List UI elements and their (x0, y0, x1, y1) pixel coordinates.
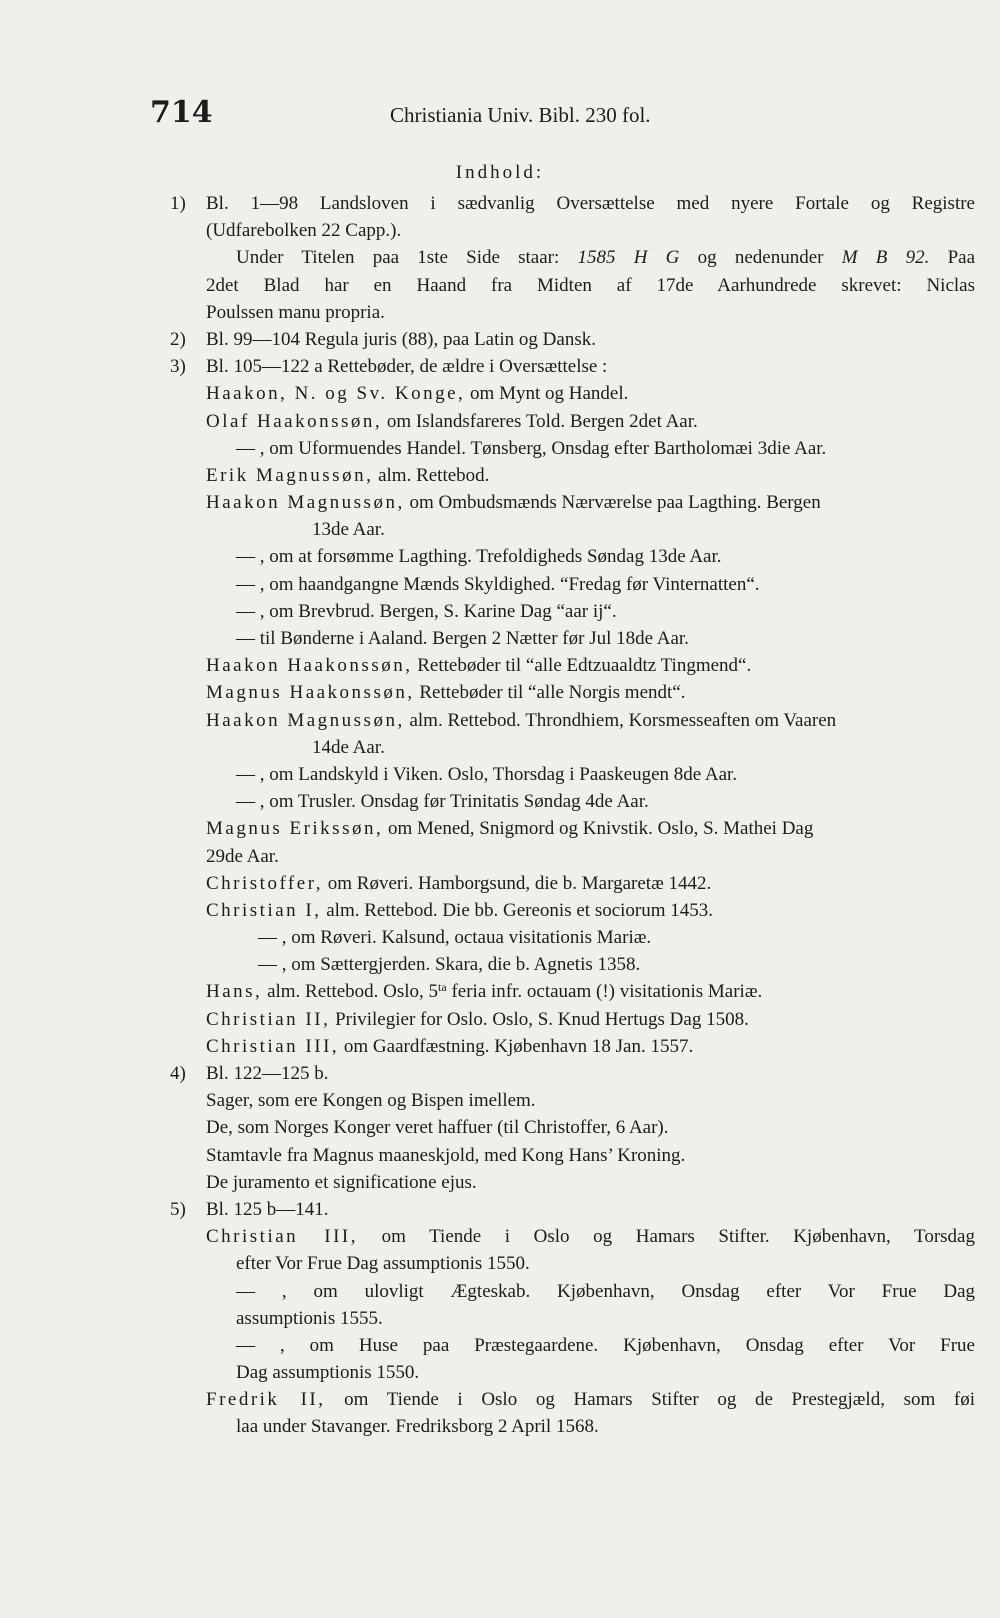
ruler-name: Haakon Haakonssøn, (206, 655, 413, 677)
entry-text: alm. Rettebod. Throndhiem, Korsmesseaften om Vaaren (404, 709, 837, 731)
s4-number: 4) (170, 1063, 186, 1084)
s1-text-1: Bl. 1—98 Landsloven i sædvanlig Oversættelse med nyere Fortale og Registre (206, 193, 975, 214)
entry-text: 14de Aar. (312, 736, 385, 758)
entry-text: 13de Aar. (312, 519, 385, 541)
entry-text: om Tiende i Oslo og Hamars Stifter og de Prestegjæld, som føi (325, 1389, 975, 1411)
s1-text-3e: Paa (929, 247, 975, 269)
s5-entry-3 (170, 1332, 975, 1359)
s4-line-1 (170, 1060, 975, 1087)
entry-text: laa under Stavanger. Fredriksborg 2 April 1568. (236, 1416, 599, 1438)
s1-line-4 (170, 272, 975, 299)
entry-text: assumptionis 1555. (236, 1307, 383, 1329)
ruler-name: Haakon Magnussøn, (206, 709, 405, 731)
page-header (150, 95, 950, 135)
entry-text: 29de Aar. (206, 845, 279, 867)
s3-line-1 (170, 353, 975, 380)
s3-entry-13 (170, 761, 975, 788)
entry-text: Rettebøder til “alle Norgis mendt“. (414, 682, 686, 704)
entry-text: — til Bønderne i Aaland. Bergen 2 Nætter før Jul 18de Aar. (236, 628, 689, 649)
s5-entry-1 (170, 1223, 975, 1250)
s1-text-2: (Udfarebolken 22 Capp.). (206, 220, 402, 242)
s3-entry-3 (170, 435, 975, 462)
ruler-name: Hans, (206, 981, 263, 1003)
s1-text-5: Poulssen manu propria. (206, 301, 385, 323)
entry-text: efter Vor Frue Dag assumptionis 1550. (236, 1253, 530, 1275)
s1-text-3b: 1585 H G (577, 247, 680, 269)
ruler-name: Christoffer, (206, 872, 324, 894)
s3-entry-16 (170, 870, 975, 897)
s2-text-1: Bl. 99—104 Regula juris (88), paa Latin og Dansk. (206, 328, 596, 350)
s1-line-3 (170, 244, 975, 271)
s5-text-1: Bl. 125 b—141. (206, 1198, 329, 1220)
s1-text-4: 2det Blad har en Haand fra Midten af 17de Aarhundrede skrevet: Niclas (206, 274, 975, 296)
entry-text: Rettebøder til “alle Edtzuaaldtz Tingmend“. (412, 655, 752, 677)
entry-text: alm. Rettebod. Die bb. Gereonis et sociorum 1453. (321, 899, 714, 921)
ruler-name: Haakon Magnussøn, (206, 492, 405, 514)
entry-text: — , om Sættergjerden. Skara, die b. Agnetis 1358. (258, 954, 641, 976)
contents-body (170, 190, 975, 1441)
s3-entry-10 (170, 652, 975, 679)
entry-text: — , om ulovligt Ægteskab. Kjøbenhavn, Onsdag efter Vor Frue Dag (236, 1280, 975, 1302)
entry-text: om Islandsfareres Told. Bergen 2det Aar. (382, 410, 698, 432)
s3-entry-5 (170, 489, 975, 516)
s3-entry-1 (170, 380, 975, 407)
s3-entry-20 (170, 978, 975, 1005)
s2-number: 2) (170, 328, 186, 350)
s5-entry-2 (170, 1278, 975, 1305)
s1-text-3d: M B 92. (841, 247, 930, 269)
s4-text-5: De juramento et significatione ejus. (206, 1171, 477, 1193)
ruler-name: Fredrik II, (206, 1389, 326, 1411)
ruler-name: Olaf Haakonssøn, (206, 410, 383, 432)
entry-text: om Gaardfæstning. Kjøbenhavn 18 Jan. 1557. (339, 1035, 694, 1057)
s5-entry-2-cont (170, 1305, 975, 1332)
entry-text: om Ombudsmænds Nærværelse paa Lagthing. Bergen (404, 492, 821, 514)
ruler-name: Christian I, (206, 899, 322, 921)
entry-text: alm. Rettebod. Oslo, 5 (262, 981, 439, 1003)
s4-text-4: Stamtavle fra Magnus maaneskjold, med Kong Hans’ Kroning. (206, 1144, 686, 1166)
s3-entry-15 (170, 815, 975, 842)
entry-text: — , om haandgangne Mænds Skyldighed. “Fredag før Vinternatten“. (236, 573, 760, 595)
s1-line-2 (170, 217, 975, 244)
s4-line-4 (170, 1142, 975, 1169)
s2-line-1 (170, 326, 975, 353)
s4-line-2 (170, 1087, 975, 1114)
s3-entry-19 (170, 951, 975, 978)
entry-text: — , om Landskyld i Viken. Oslo, Thorsdag i Paaskeugen 8de Aar. (236, 763, 738, 785)
s3-entry-12-cont (170, 734, 975, 761)
entry-text: alm. Rettebod. (373, 464, 490, 486)
ruler-name: Christian III, (206, 1226, 358, 1248)
entry-text: — , om Uformuendes Handel. Tønsberg, Onsdag efter Bartholomæi 3die Aar. (236, 437, 827, 459)
entry-text: — , om Røveri. Kalsund, octaua visitationis Mariæ. (258, 927, 652, 949)
s1-text-3c: og nedenunder (679, 247, 842, 269)
entry-text: feria infr. octauam (!) visitationis Mariæ. (446, 981, 763, 1003)
superscript: ta (438, 980, 447, 995)
s1-text-3a: Under Titelen paa 1ste Side staar: (236, 247, 578, 269)
entry-text: Privilegier for Oslo. Oslo, S. Knud Hertugs Dag 1508. (330, 1008, 749, 1030)
s3-entry-6 (170, 543, 975, 570)
s3-entry-15-cont (170, 843, 975, 870)
s3-entry-22 (170, 1033, 975, 1060)
s4-text-1: Bl. 122—125 b. (206, 1063, 329, 1084)
entry-text: — , om at forsømme Lagthing. Trefoldigheds Søndag 13de Aar. (236, 546, 722, 568)
s3-entry-4 (170, 462, 975, 489)
s4-text-3: De, som Norges Konger veret haffuer (til Christoffer, 6 Aar). (206, 1117, 669, 1139)
entry-text: — , om Huse paa Præstegaardene. Kjøbenhavn, Onsdag efter Vor Frue (236, 1334, 975, 1356)
s3-entry-18 (170, 924, 975, 951)
s5-line-1 (170, 1196, 975, 1223)
s1-number: 1) (170, 193, 186, 214)
s4-line-3 (170, 1114, 975, 1141)
s3-entry-5-cont (170, 516, 975, 543)
s3-entry-12 (170, 707, 975, 734)
s1-line-1 (170, 190, 975, 217)
s1-line-5 (170, 299, 975, 326)
s3-entry-11 (170, 679, 975, 706)
entry-text: om Tiende i Oslo og Hamars Stifter. Kjøbenhavn, Torsdag (358, 1226, 975, 1248)
entry-text: om Mened, Snigmord og Knivstik. Oslo, S. Mathei Dag (383, 818, 814, 840)
s3-text-1: Bl. 105—122 a Rettebøder, de ældre i Oversættelse : (206, 356, 608, 378)
s4-text-2: Sager, som ere Kongen og Bispen imellem. (206, 1090, 536, 1112)
entry-text: Dag assumptionis 1550. (236, 1362, 420, 1384)
ruler-name: Erik Magnussøn, (206, 464, 374, 486)
s3-entry-9 (170, 625, 975, 652)
s3-entry-14 (170, 788, 975, 815)
ruler-name: Magnus Haakonssøn, (206, 682, 415, 704)
entry-text: — , om Trusler. Onsdag før Trinitatis Søndag 4de Aar. (236, 791, 649, 813)
ruler-name: Christian III, (206, 1035, 340, 1057)
s5-entry-3-cont (170, 1359, 975, 1386)
s3-entry-8 (170, 598, 975, 625)
contents-heading: Indhold: (455, 162, 545, 183)
s3-entry-2 (170, 408, 975, 435)
s3-entry-17 (170, 897, 975, 924)
ruler-name: Christian II, (206, 1008, 331, 1030)
page-number: 714 (150, 95, 213, 130)
ruler-name: Magnus Erikssøn, (206, 818, 384, 840)
entry-text: — , om Brevbrud. Bergen, S. Karine Dag “aar ij“. (236, 600, 617, 622)
s3-entry-7 (170, 571, 975, 598)
s5-entry-4-cont (170, 1413, 975, 1440)
s3-entry-21 (170, 1006, 975, 1033)
ruler-name: Haakon, N. og Sv. Konge, (206, 383, 466, 405)
entry-text: om Røveri. Hamborgsund, die b. Margaretæ 1442. (323, 872, 712, 894)
s5-number: 5) (170, 1198, 186, 1220)
entry-text: om Mynt og Handel. (465, 383, 629, 405)
running-title: Christiania Univ. Bibl. 230 fol. (390, 103, 651, 127)
s3-number: 3) (170, 356, 186, 378)
s4-line-5 (170, 1169, 975, 1196)
s5-entry-4 (170, 1386, 975, 1413)
s5-entry-1-cont (170, 1250, 975, 1277)
